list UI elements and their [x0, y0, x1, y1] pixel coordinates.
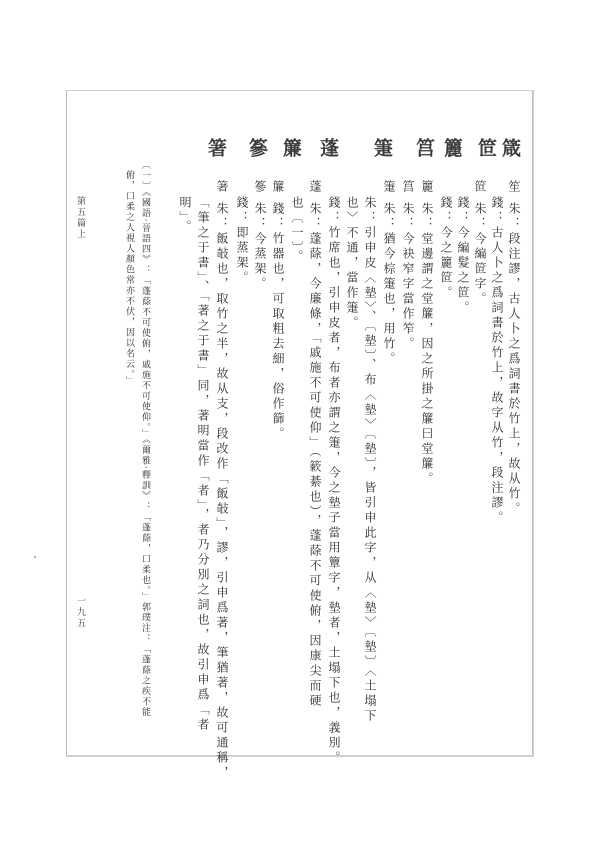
left-rule — [66, 90, 67, 756]
seal-glyph: 箴 — [499, 138, 521, 167]
text-column: 「筆之于書」、「著之于書」同，著明當作「者」，者乃分別之詞也，故引申爲「者 — [196, 196, 210, 733]
text-column: 笙 朱：段注謬，古人卜之爲詞書於竹上，故从竹。 — [507, 180, 521, 517]
text-column: 也〔一〕。 — [290, 196, 304, 265]
text-column: 錢：今編髮之笸。 — [456, 196, 470, 316]
right-rule — [532, 90, 533, 756]
page-frame — [66, 90, 534, 757]
text-column: 朱：引申皮〈墊〉、〔墊〕、布〈墊〉〔墊〕，皆引申此字，从〈墊〉〔墊〕〈土塌下 — [363, 196, 377, 724]
text-column: 籭 朱：堂邊謂之堂簾，因之所掛之簾曰堂簾。 — [420, 180, 434, 487]
page-number: 一九五 — [75, 596, 85, 629]
text-column: 篸 朱：今蒸架。 — [253, 180, 267, 292]
text-column: 也〉不通，當作箑。 — [345, 196, 359, 331]
footnote-line: 俯，口柔之人視人顏色常亦不伏，因以名云。」 — [124, 170, 134, 386]
text-column: 錢：今之籭笸。 — [439, 196, 453, 301]
seal-glyph: 篸 — [246, 138, 268, 167]
seal-glyph: 蓬 — [317, 138, 339, 167]
text-column: 筥 朱：今袂窄字當作笮。 — [401, 180, 415, 352]
seal-glyph: 笸 — [475, 138, 497, 167]
seal-glyph: 籭 — [441, 138, 463, 167]
text-column: 錢：竹席也，引申皮者，布者亦謂之箑，今之墊子當用簟字，墊者，土塌下也，義別。 — [327, 196, 341, 766]
seal-glyph: 箸 — [205, 138, 227, 167]
text-column: 蓬 朱：蓬蒢，今廉條，「戚施不可使仰」（簌綦也），蓬蒢不可使俯，因康尖而硬 — [308, 180, 322, 709]
seal-glyph: 筥 — [413, 138, 435, 167]
scan-speck — [34, 556, 36, 558]
top-rule — [66, 90, 533, 91]
chapter-label: 第五篇上 — [75, 196, 85, 240]
text-column: 錢：古人卜之爲詞書於竹上，故字从竹，段注謬。 — [490, 196, 504, 526]
seal-glyph: 箑 — [371, 138, 393, 167]
text-column: 錢：即蒸架。 — [235, 196, 249, 286]
bottom-rule — [66, 755, 533, 756]
text-column: 簾 錢：竹器也，可取粗去細，俗作篩。 — [271, 180, 285, 442]
text-column: 箸 朱：飯敧也，取竹之半，故从支，段改作「飯敧」，謬，引申爲著，筆猶著，故可通稱， — [215, 180, 229, 781]
footnote-line: 〔一〕《國語·晉語四》：「蓬蒢不可使俯，戚施不可使仰。」《爾雅·釋訓》：「蓬蒢，口柔也。」郭璞注：「蓬蒢之疾不能 — [140, 160, 150, 718]
seal-glyph: 簾 — [280, 138, 302, 167]
text-column: 箑 朱：猶今棕箑也，用竹。 — [382, 180, 396, 367]
text-column: 笸 朱：今編笸字。 — [473, 180, 487, 307]
text-column: 明」。 — [178, 196, 192, 235]
